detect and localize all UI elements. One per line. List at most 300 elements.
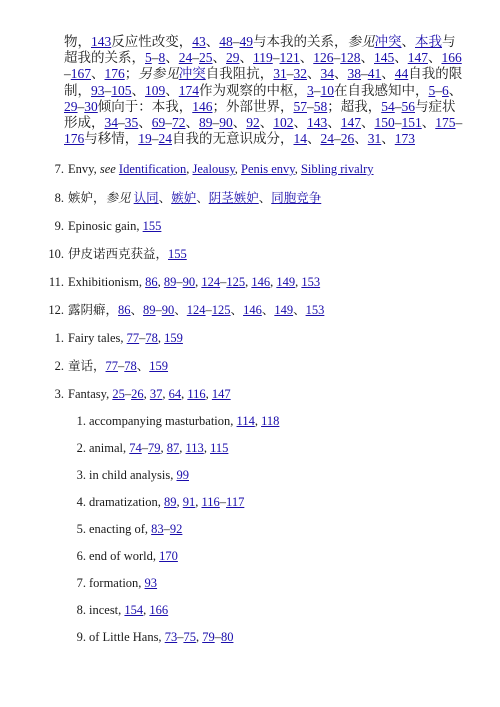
page-reference-link[interactable]: 25 xyxy=(199,50,213,66)
index-entry xyxy=(40,218,161,234)
page-reference-link[interactable]: 19 xyxy=(138,131,152,147)
entry-body xyxy=(89,576,157,590)
entry-text: – xyxy=(192,50,199,66)
page-reference-link[interactable]: 75 xyxy=(183,630,196,644)
entry-text: – xyxy=(104,82,112,98)
page-reference-link[interactable]: 102 xyxy=(273,115,294,131)
see-also-label: 另参见 xyxy=(138,66,179,82)
page-reference-link[interactable]: 83 xyxy=(151,522,164,536)
entry-text: 、 xyxy=(239,50,253,66)
index-entry xyxy=(40,246,187,262)
page-reference-link[interactable]: 64 xyxy=(168,387,182,401)
entry-text: 、 xyxy=(165,50,179,66)
entry-text: – xyxy=(455,115,463,131)
page-reference-link[interactable]: 145 xyxy=(374,50,395,66)
entry-body xyxy=(68,219,161,233)
entry-text: 自我的限制， xyxy=(64,66,463,98)
entry-text: – xyxy=(333,50,341,66)
entry-text: , xyxy=(245,275,252,289)
page-reference-link[interactable]: 91 xyxy=(182,495,196,509)
entry-text: accompanying masturbation, xyxy=(89,414,237,428)
index-subentry xyxy=(66,602,168,618)
list-number: 3. xyxy=(54,387,64,401)
entry-text: 、 xyxy=(428,50,442,66)
page-reference-link[interactable]: 153 xyxy=(301,275,321,289)
page-reference-link[interactable]: 143 xyxy=(91,34,112,49)
entry-text: – xyxy=(394,98,402,114)
page-reference-link[interactable]: 73 xyxy=(164,630,178,644)
entry-text: 与超我的关系， xyxy=(64,34,456,66)
entry-body xyxy=(89,522,182,536)
page-reference-link[interactable]: 147 xyxy=(211,387,231,401)
entry-text: 、 xyxy=(196,191,209,205)
entry-body xyxy=(68,275,320,289)
page-reference-link[interactable]: 77 xyxy=(105,359,119,373)
index-entry xyxy=(40,358,168,374)
page-reference-link[interactable]: 90 xyxy=(219,115,233,131)
entry-text: – xyxy=(212,115,220,131)
entry-text: 自我阻抗， xyxy=(205,66,274,82)
entry-text: 、 xyxy=(138,115,152,131)
entry-text: Fantasy, xyxy=(68,387,113,401)
page-reference-link[interactable]: 146 xyxy=(192,98,213,114)
page-reference-link[interactable]: 176 xyxy=(104,66,125,82)
entry-body xyxy=(89,630,233,644)
entry-text: – xyxy=(214,630,221,644)
entry-body xyxy=(68,387,231,401)
page-reference-link[interactable]: 32 xyxy=(293,66,307,82)
page-reference-link[interactable]: 173 xyxy=(394,131,415,147)
entry-text: animal, xyxy=(89,441,130,455)
entry-text: – xyxy=(151,131,159,147)
page-reference-link[interactable]: 143 xyxy=(307,115,328,131)
entry-text: , xyxy=(270,275,277,289)
page-reference-link[interactable]: 认同 xyxy=(133,191,159,205)
page-reference-link[interactable]: 90 xyxy=(182,275,196,289)
entry-text: – xyxy=(205,303,212,317)
page-reference-link[interactable]: 155 xyxy=(168,247,187,261)
entry-text: 、 xyxy=(327,115,341,131)
page-reference-link[interactable]: 37 xyxy=(149,387,163,401)
entry-text: Fairy tales, xyxy=(68,331,127,345)
entry-text: 、 xyxy=(307,66,321,82)
entry-text: 、 xyxy=(212,50,226,66)
entry-text: 、 xyxy=(293,303,306,317)
page-reference-link[interactable]: 24 xyxy=(320,131,334,147)
entry-body xyxy=(68,331,183,345)
entry-text: , xyxy=(186,162,193,176)
page-reference-link[interactable]: 80 xyxy=(220,630,234,644)
entry-text: enacting of, xyxy=(89,522,152,536)
entry-text: – xyxy=(77,98,85,114)
entry-text: , xyxy=(157,331,165,345)
list-number: 1. xyxy=(54,331,64,345)
list-number: 12. xyxy=(48,303,64,317)
page-reference-link[interactable]: 34 xyxy=(104,115,118,131)
entry-text: , xyxy=(203,441,211,455)
entry-text: 与症状形成， xyxy=(64,98,456,131)
entry-text: 、 xyxy=(130,303,144,317)
entry-text: , xyxy=(179,441,186,455)
entry-body xyxy=(68,162,374,176)
list-number: 7. xyxy=(54,162,64,176)
list-number: 3. xyxy=(76,468,86,482)
page-reference-link[interactable]: 176 xyxy=(64,131,85,147)
entry-text: – xyxy=(165,115,172,131)
list-number: 2. xyxy=(76,441,86,455)
page-reference-link[interactable]: 49 xyxy=(239,34,253,49)
entry-text: – xyxy=(139,331,146,345)
index-subentry xyxy=(66,440,228,456)
entry-text: , xyxy=(181,387,188,401)
entry-text: , xyxy=(162,387,169,401)
entry-text: , xyxy=(195,495,202,509)
entry-body xyxy=(89,414,279,428)
page-reference-link[interactable]: 同胞竞争 xyxy=(271,191,322,205)
entry-text: – xyxy=(163,522,170,536)
entry-text: incest, xyxy=(89,603,125,617)
entry-text: 倾向于：本我， xyxy=(97,98,193,114)
entry-text: 、 xyxy=(394,50,408,66)
list-number: 7. xyxy=(76,576,86,590)
entry-text: – xyxy=(232,34,240,49)
page-reference-link[interactable]: 54 xyxy=(381,98,395,114)
page-reference-link[interactable]: 77 xyxy=(126,331,140,345)
page-reference-link[interactable]: 冲突 xyxy=(374,34,402,49)
entry-text: , xyxy=(160,441,167,455)
page-reference-link[interactable]: 31 xyxy=(367,131,382,147)
entry-text: , xyxy=(195,630,203,644)
see-also-label: 参见 xyxy=(347,34,375,49)
page-reference-link[interactable]: 89 xyxy=(199,115,213,131)
entry-body xyxy=(68,247,187,261)
entry-text: 、 xyxy=(185,115,199,131)
page-reference-link[interactable]: 166 xyxy=(149,603,169,617)
page-reference-link[interactable]: 114 xyxy=(236,414,255,428)
entry-text: 物， xyxy=(64,34,91,49)
entry-text: , xyxy=(195,275,202,289)
entry-text: – xyxy=(435,82,442,98)
page-reference-link[interactable]: 10 xyxy=(320,82,334,98)
page-reference-link[interactable]: 34 xyxy=(320,66,334,82)
page-reference-link[interactable]: 166 xyxy=(441,50,462,66)
page-reference-link[interactable]: 105 xyxy=(111,82,132,98)
index-subentry xyxy=(66,494,244,510)
page-reference-link[interactable]: 89 xyxy=(143,303,156,317)
page-reference-link[interactable]: 29 xyxy=(226,50,240,66)
page-reference-link[interactable]: 154 xyxy=(124,603,144,617)
page-reference-link[interactable]: 159 xyxy=(164,331,183,345)
entry-text: 、 xyxy=(232,115,247,131)
page-reference-link[interactable]: 175 xyxy=(435,115,456,131)
page-reference-link[interactable]: 79 xyxy=(148,441,161,455)
entry-text: 童话， xyxy=(68,359,106,373)
list-number: 1. xyxy=(76,414,86,428)
page-reference-link[interactable]: 3 xyxy=(307,82,314,98)
page-reference-link[interactable]: 119 xyxy=(253,50,273,66)
entry-text: – xyxy=(177,630,184,644)
entry-text: – xyxy=(394,115,402,131)
page-reference-link[interactable]: 5 xyxy=(145,50,152,66)
page-reference-link[interactable]: 99 xyxy=(176,468,189,482)
entry-body xyxy=(89,441,228,455)
page-reference-link[interactable]: 89 xyxy=(163,495,177,509)
page-reference-link[interactable]: 126 xyxy=(313,50,334,66)
page-reference-link[interactable]: 90 xyxy=(161,303,175,317)
entry-text: , xyxy=(176,495,183,509)
entry-text: Exhibitionism, xyxy=(68,275,146,289)
see-also-label: see xyxy=(99,162,116,176)
page-reference-link[interactable]: 116 xyxy=(201,495,220,509)
list-number: 2. xyxy=(54,359,64,373)
page-reference-link[interactable]: 124 xyxy=(201,275,221,289)
page-reference-link[interactable]: 58 xyxy=(313,98,328,114)
index-entry xyxy=(40,274,320,290)
entry-text: 与移情， xyxy=(84,131,139,147)
list-number: 8. xyxy=(54,191,64,205)
page-reference-link[interactable]: Identification xyxy=(118,162,187,176)
page-reference-link[interactable]: 29 xyxy=(64,98,78,114)
page-reference-link[interactable]: 117 xyxy=(226,495,245,509)
page-reference-link[interactable]: 125 xyxy=(226,275,246,289)
page-reference-link[interactable]: 44 xyxy=(394,66,409,82)
list-number: 9. xyxy=(76,630,86,644)
entry-text: 露阴癖， xyxy=(68,303,119,317)
entry-text: 、 xyxy=(261,303,275,317)
entry-text: 、 xyxy=(334,66,348,82)
page-reference-link[interactable]: 151 xyxy=(401,115,422,131)
page-reference-link[interactable]: 78 xyxy=(124,359,137,373)
entry-text: – xyxy=(220,275,227,289)
entry-text: , xyxy=(205,387,212,401)
entry-text: 、 xyxy=(230,303,244,317)
page-reference-link[interactable]: 8 xyxy=(158,50,166,66)
entry-text: dramatization, xyxy=(89,495,164,509)
entry-text: in child analysis, xyxy=(89,468,177,482)
entry-text: 伊皮诺西克获益， xyxy=(68,247,169,261)
page-reference-link[interactable]: 69 xyxy=(151,115,166,131)
page-reference-link[interactable]: 124 xyxy=(186,303,206,317)
page-reference-link[interactable]: 170 xyxy=(159,549,178,563)
page-reference-link[interactable]: 48 xyxy=(219,34,233,49)
entry-text: 、 xyxy=(354,131,368,147)
entry-text: 、 xyxy=(205,34,220,49)
page-reference-link[interactable]: 113 xyxy=(185,441,204,455)
page-reference-link[interactable]: 128 xyxy=(340,50,361,66)
entry-text: ；超我， xyxy=(327,98,382,114)
page-reference-link[interactable]: 5 xyxy=(428,82,436,98)
page-reference-link[interactable]: 阴茎嫉妒 xyxy=(208,191,259,205)
entry-body xyxy=(89,549,178,563)
page-reference-link[interactable]: 115 xyxy=(210,441,229,455)
page-reference-link[interactable]: 109 xyxy=(145,82,166,98)
entry-text: , xyxy=(294,162,301,176)
page-reference-link[interactable]: 25 xyxy=(112,387,125,401)
entry-text: – xyxy=(155,303,162,317)
page-reference-link[interactable]: 150 xyxy=(374,115,395,131)
entry-text: , xyxy=(143,387,150,401)
page-reference-link[interactable]: 24 xyxy=(158,131,172,147)
entry-text: 、 xyxy=(448,82,463,98)
entry-text: 、 xyxy=(307,131,321,147)
entry-text: – xyxy=(272,50,280,66)
entry-text: – xyxy=(334,131,341,147)
entry-text: – xyxy=(176,275,183,289)
see-also-label: 参见 xyxy=(105,191,131,205)
entry-text: – xyxy=(118,115,125,131)
entry-text: 、 xyxy=(158,191,172,205)
index-subentry xyxy=(66,575,157,591)
entry-text: – xyxy=(124,387,132,401)
entry-text: 、 xyxy=(401,34,415,49)
page-reference-link[interactable]: 174 xyxy=(178,82,199,98)
page-reference-link[interactable]: 43 xyxy=(192,34,206,49)
page-reference-link[interactable]: 146 xyxy=(251,275,271,289)
page-reference-link[interactable]: 86 xyxy=(118,303,131,317)
entry-text: – xyxy=(141,441,149,455)
page-reference-link[interactable]: 149 xyxy=(274,303,294,317)
index-subentry xyxy=(66,413,279,429)
entry-text: 、 xyxy=(360,50,374,66)
index-continuation-paragraph xyxy=(64,34,464,147)
entry-text: 、 xyxy=(381,131,395,147)
page-reference-link[interactable]: 93 xyxy=(144,576,158,590)
entry-text: , xyxy=(143,603,150,617)
page-reference-link[interactable]: 121 xyxy=(279,50,300,66)
page-reference-link[interactable]: 155 xyxy=(142,219,162,233)
entry-text: 与本我的关系， xyxy=(253,34,348,49)
page-reference-link[interactable]: 78 xyxy=(145,331,158,345)
page-reference-link[interactable]: 86 xyxy=(145,275,158,289)
list-number: 6. xyxy=(76,549,86,563)
index-entry xyxy=(40,190,321,206)
page-reference-link[interactable]: 153 xyxy=(305,303,325,317)
page-reference-link[interactable]: 冲突 xyxy=(178,66,206,82)
entry-body xyxy=(89,495,244,509)
entry-body xyxy=(68,303,324,317)
page-reference-link[interactable]: 92 xyxy=(246,115,260,131)
list-number: 8. xyxy=(76,603,86,617)
page-reference-link[interactable]: 167 xyxy=(70,66,91,82)
entry-text: 、 xyxy=(131,82,145,98)
entry-text: 、 xyxy=(174,303,187,317)
page-reference-link[interactable]: 92 xyxy=(169,522,183,536)
page-reference-link[interactable]: 116 xyxy=(187,387,206,401)
entry-text: end of world, xyxy=(89,549,160,563)
page-reference-link[interactable]: 74 xyxy=(129,441,142,455)
page-reference-link[interactable]: 24 xyxy=(178,50,193,66)
list-number: 4. xyxy=(76,495,86,509)
entry-text: 、 xyxy=(136,359,150,373)
index-entry xyxy=(40,330,183,346)
entry-text: – xyxy=(361,66,368,82)
entry-text: , xyxy=(254,414,262,428)
list-number: 5. xyxy=(76,522,86,536)
entry-text: , xyxy=(295,275,302,289)
entry-text: 、 xyxy=(293,115,307,131)
page-reference-link[interactable]: 31 xyxy=(273,66,287,82)
page-reference-link[interactable]: 本我 xyxy=(415,34,442,49)
page-reference-link[interactable]: 87 xyxy=(166,441,180,455)
index-subentry xyxy=(66,467,189,483)
page-reference-link[interactable]: 56 xyxy=(401,98,415,114)
entry-text: 、 xyxy=(91,66,105,82)
entry-text: 在自我感知中， xyxy=(334,82,429,98)
page-reference-link[interactable]: Sibling rivalry xyxy=(300,162,374,176)
page-reference-link[interactable]: 57 xyxy=(293,98,307,114)
page-reference-link[interactable]: 146 xyxy=(243,303,262,317)
entry-body xyxy=(68,191,321,205)
entry-text: – xyxy=(307,98,314,114)
page-reference-link[interactable]: 嫉妒 xyxy=(171,191,197,205)
page-reference-link[interactable]: 14 xyxy=(293,131,307,147)
page-reference-link[interactable]: 147 xyxy=(340,115,361,131)
page-reference-link[interactable]: 149 xyxy=(276,275,296,289)
page-reference-link[interactable]: Jealousy xyxy=(192,162,235,176)
list-number: 9. xyxy=(54,219,64,233)
index-subentry xyxy=(66,629,233,645)
entry-text: 、 xyxy=(361,115,375,131)
entry-text: ；外部世界， xyxy=(212,98,294,114)
page-reference-link[interactable]: 125 xyxy=(211,303,231,317)
entry-text: 、 xyxy=(258,191,272,205)
page-reference-link[interactable]: 41 xyxy=(367,66,382,82)
page-reference-link[interactable]: 6 xyxy=(442,82,449,98)
page-reference-link[interactable]: 93 xyxy=(91,82,105,98)
page-reference-link[interactable]: 26 xyxy=(131,387,144,401)
list-number: 11. xyxy=(48,275,64,289)
entry-text: , xyxy=(234,162,242,176)
entry-body xyxy=(89,603,168,617)
entry-text: – xyxy=(118,359,125,373)
page-reference-link[interactable]: 72 xyxy=(172,115,186,131)
entry-text: 自我的无意识成分， xyxy=(172,131,294,147)
entry-body xyxy=(89,468,189,482)
index-subentry xyxy=(66,521,182,537)
entry-text: ； xyxy=(124,66,139,82)
index-entry xyxy=(40,161,374,177)
entry-body xyxy=(68,359,168,373)
index-entry xyxy=(40,386,231,402)
list-number: 10. xyxy=(48,247,64,261)
page-reference-link[interactable]: Penis envy xyxy=(241,162,295,176)
entry-text: 嫉妒， xyxy=(68,191,106,205)
entry-text: Epinosic gain, xyxy=(68,219,143,233)
entry-text: – xyxy=(219,495,227,509)
page-reference-link[interactable]: 38 xyxy=(347,66,361,82)
page-reference-link[interactable]: 30 xyxy=(84,98,98,114)
page-reference-link[interactable]: 118 xyxy=(261,414,280,428)
entry-text: 作为观察的中枢， xyxy=(199,82,307,98)
entry-text: 、 xyxy=(259,115,274,131)
entry-text: 、 xyxy=(165,82,179,98)
entry-text: of Little Hans, xyxy=(89,630,165,644)
page-reference-link[interactable]: 147 xyxy=(407,50,428,66)
entry-text: – xyxy=(64,66,71,82)
entry-text: 反应性改变， xyxy=(111,34,193,49)
page-reference-link[interactable]: 35 xyxy=(124,115,139,131)
page-reference-link[interactable]: 26 xyxy=(340,131,355,147)
entry-text: 、 xyxy=(381,66,395,82)
page-reference-link[interactable]: 159 xyxy=(149,359,169,373)
page-reference-link[interactable]: 89 xyxy=(163,275,177,289)
entry-text: formation, xyxy=(89,576,145,590)
entry-text: – xyxy=(313,82,321,98)
entry-text: Envy, xyxy=(68,162,100,176)
index-subentry xyxy=(66,548,178,564)
entry-text: 、 xyxy=(299,50,314,66)
page-reference-link[interactable]: 79 xyxy=(202,630,215,644)
